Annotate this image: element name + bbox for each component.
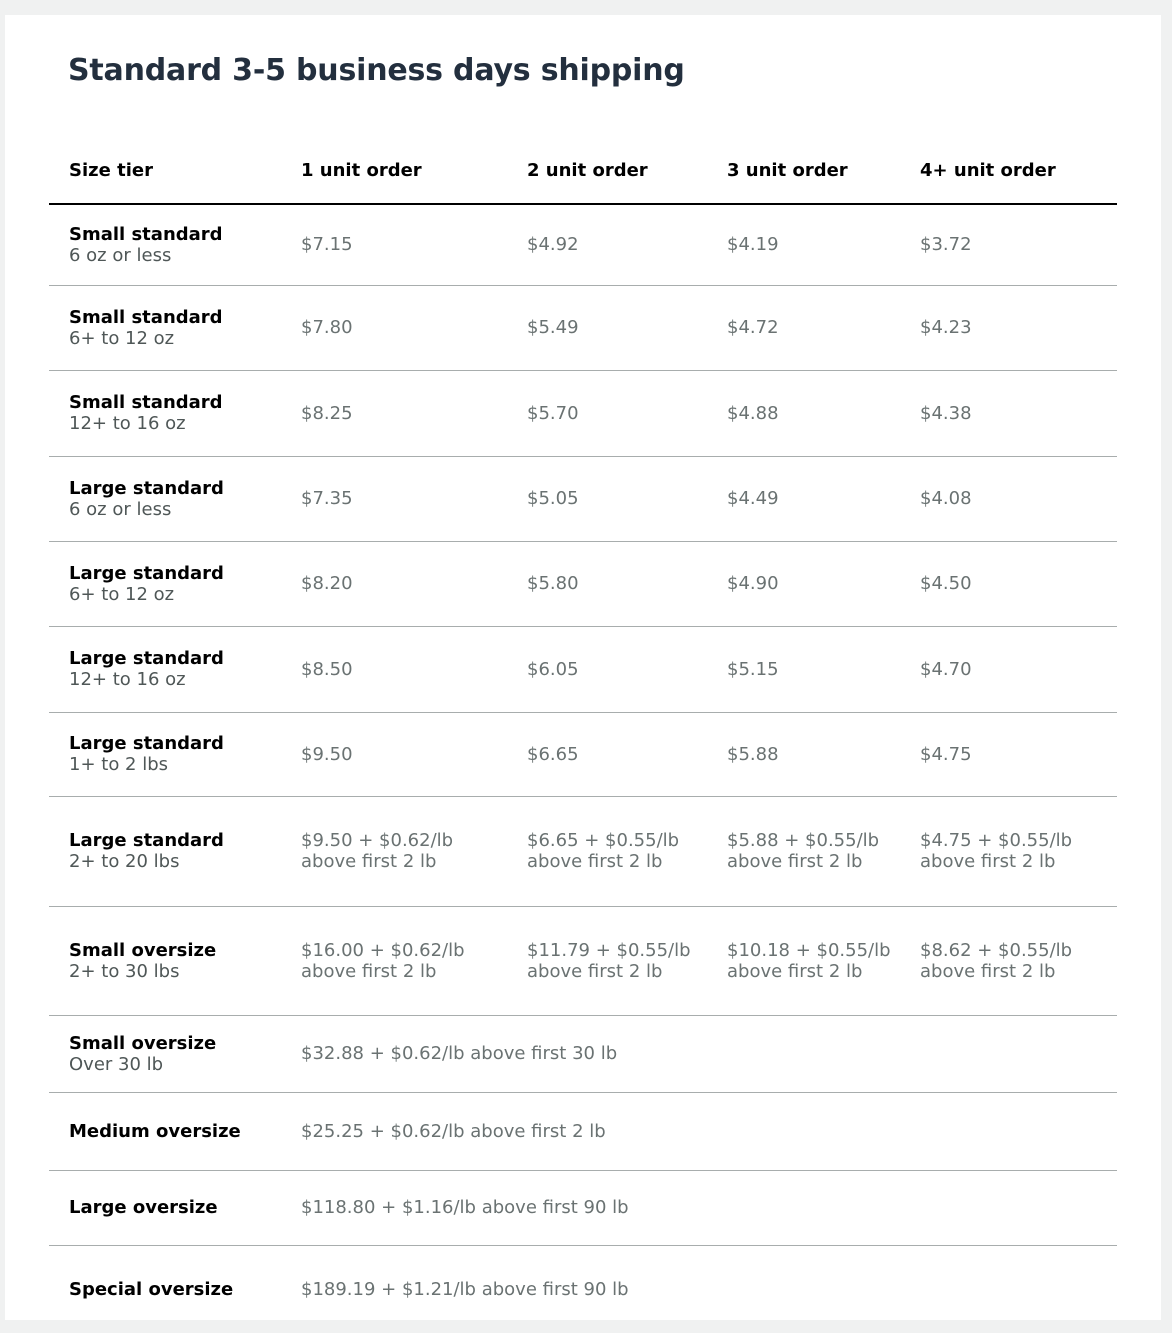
fee-cell <box>281 204 507 285</box>
fee-line: $4.75 <box>920 743 972 765</box>
size-tier-weight: 6 oz or less <box>69 244 172 266</box>
column-header-3-unit: 3 unit order <box>707 137 900 204</box>
fee-cell <box>900 456 1117 541</box>
fee-cell <box>707 626 900 712</box>
fee-line: $6.65 + $0.55/lb <box>527 830 680 851</box>
size-tier-cell <box>49 285 281 370</box>
size-tier-name: Large standard <box>69 733 224 754</box>
fee-line: above first 2 lb <box>727 851 863 872</box>
size-tier-name: Small oversize <box>69 1032 217 1054</box>
fee-cell <box>281 796 507 906</box>
size-tier-name: Small standard <box>69 306 223 328</box>
fee-cell <box>707 712 900 796</box>
fee-line: $7.15 <box>301 234 353 256</box>
table-row <box>49 541 1117 626</box>
fee-cell <box>707 456 900 541</box>
fee-cell <box>507 906 707 1015</box>
size-tier-cell <box>49 1092 281 1170</box>
size-tier-cell <box>49 1245 281 1333</box>
size-tier-cell <box>49 1015 281 1092</box>
size-tier-name: Small oversize <box>69 939 217 961</box>
flat-fee-cell: $25.25 + $0.62/lb above first 2 lb <box>281 1092 1117 1170</box>
fee-cell <box>507 796 707 906</box>
size-tier-cell <box>49 796 281 906</box>
fee-line: $5.80 <box>527 573 579 594</box>
fee-cell <box>507 285 707 370</box>
size-tier-name: Large standard <box>69 830 224 851</box>
fee-line: $4.90 <box>727 573 779 594</box>
fee-cell <box>900 285 1117 370</box>
fee-cell <box>281 370 507 456</box>
fee-cell <box>281 285 507 370</box>
fee-cell <box>900 626 1117 712</box>
table-row <box>49 626 1117 712</box>
fee-cell <box>507 370 707 456</box>
fee-cell <box>900 712 1117 796</box>
flat-fee-cell: $118.80 + $1.16/lb above first 90 lb <box>281 1170 1117 1245</box>
size-tier-weight: 6 oz or less <box>69 498 172 520</box>
table-row <box>49 285 1117 370</box>
size-tier-cell <box>49 906 281 1015</box>
size-tier-cell <box>49 456 281 541</box>
page-title: Standard 3-5 business days shipping <box>68 53 685 88</box>
fee-line: $7.80 <box>301 317 353 338</box>
size-tier-weight: 1+ to 2 lbs <box>69 754 169 775</box>
fee-line: $4.49 <box>727 488 779 509</box>
fee-line: $16.00 + $0.62/lb <box>301 939 465 961</box>
flat-fee-cell: $32.88 + $0.62/lb above first 30 lb <box>281 1015 1117 1092</box>
fee-cell <box>900 370 1117 456</box>
size-tier-name: Medium oversize <box>69 1120 241 1142</box>
fee-line: $5.70 <box>527 402 579 424</box>
table-header-row <box>49 137 1117 204</box>
fee-line: above first 2 lb <box>920 851 1056 872</box>
size-tier-weight: 6+ to 12 oz <box>69 327 175 349</box>
fee-line: $4.08 <box>920 488 972 509</box>
table-row <box>49 1170 1117 1245</box>
fee-line: above first 2 lb <box>727 960 863 982</box>
fee-cell <box>507 204 707 285</box>
table-row <box>49 1015 1117 1092</box>
fee-line: $4.75 + $0.55/lb <box>920 830 1073 851</box>
fee-cell <box>281 456 507 541</box>
table-row <box>49 1245 1117 1333</box>
fee-line: $8.20 <box>301 573 353 594</box>
size-tier-cell <box>49 541 281 626</box>
fee-line: above first 2 lb <box>301 960 437 982</box>
fee-line: $5.15 <box>727 658 779 680</box>
fee-line: $6.65 <box>527 743 579 765</box>
fee-cell <box>707 906 900 1015</box>
size-tier-name: Small standard <box>69 223 223 245</box>
fee-line: $8.25 <box>301 402 353 424</box>
fee-line: $9.50 <box>301 743 353 765</box>
fee-cell <box>900 796 1117 906</box>
size-tier-weight: 12+ to 16 oz <box>69 413 186 434</box>
fee-line: above first 2 lb <box>301 851 437 872</box>
fee-line: $5.05 <box>527 488 579 509</box>
size-tier-weight: 6+ to 12 oz <box>69 583 175 605</box>
fee-cell <box>507 541 707 626</box>
size-tier-name: Small standard <box>69 392 223 413</box>
size-tier-name: Large oversize <box>69 1197 218 1218</box>
fee-line: $9.50 + $0.62/lb <box>301 830 454 851</box>
fee-line: $4.88 <box>727 402 779 424</box>
fee-line: $7.35 <box>301 488 353 509</box>
fee-line: above first 2 lb <box>920 960 1056 982</box>
size-tier-weight: 2+ to 20 lbs <box>69 851 180 872</box>
fee-line: above first 2 lb <box>527 851 663 872</box>
size-tier-cell <box>49 1170 281 1245</box>
table-row <box>49 370 1117 456</box>
fee-cell <box>707 204 900 285</box>
flat-fee-cell: $189.19 + $1.21/lb above first 90 lb <box>301 1278 629 1300</box>
fee-cell <box>507 712 707 796</box>
fee-line: $4.92 <box>527 234 579 256</box>
fee-line: $5.88 <box>727 743 779 765</box>
fee-line: $3.72 <box>920 234 972 256</box>
table-row <box>49 204 1117 285</box>
table-row <box>49 906 1117 1015</box>
fee-line: $6.05 <box>527 658 579 680</box>
size-tier-weight: 12+ to 16 oz <box>69 669 186 690</box>
fee-cell <box>507 456 707 541</box>
table-row <box>49 456 1117 541</box>
fee-line: $10.18 + $0.55/lb <box>727 939 891 961</box>
column-header-2-unit: 2 unit order <box>507 137 707 204</box>
fee-line: $4.50 <box>920 573 972 594</box>
size-tier-name: Large standard <box>69 562 224 584</box>
fee-cell <box>707 370 900 456</box>
column-header-size-tier: Size tier <box>49 137 281 204</box>
fee-line: $5.88 + $0.55/lb <box>727 830 880 851</box>
fee-line: $4.38 <box>920 402 972 424</box>
fee-line: $11.79 + $0.55/lb <box>527 939 691 961</box>
size-tier-cell <box>49 626 281 712</box>
fee-cell <box>707 796 900 906</box>
fee-cell <box>707 541 900 626</box>
fee-line: $4.19 <box>727 234 779 256</box>
size-tier-cell <box>49 204 281 285</box>
column-header-1-unit: 1 unit order <box>281 137 507 204</box>
fee-line: $4.72 <box>727 317 779 338</box>
size-tier-cell <box>49 370 281 456</box>
table-row <box>49 796 1117 906</box>
fee-line: $4.23 <box>920 317 972 338</box>
fee-line: $8.62 + $0.55/lb <box>920 939 1073 961</box>
shipping-rates-card <box>5 15 1161 1320</box>
fee-line: $4.70 <box>920 658 972 680</box>
fee-line: $8.50 <box>301 658 353 680</box>
fee-line: above first 2 lb <box>527 960 663 982</box>
table-row <box>49 1092 1117 1170</box>
size-tier-name: Large standard <box>69 648 224 669</box>
fee-cell <box>707 285 900 370</box>
fee-cell <box>281 906 507 1015</box>
size-tier-weight: Over 30 lb <box>69 1053 164 1075</box>
column-header-4-plus-unit: 4+ unit order <box>900 137 1117 204</box>
fee-cell <box>507 626 707 712</box>
size-tier-cell <box>49 712 281 796</box>
shipping-rates-table <box>49 137 1117 1333</box>
size-tier-weight: 2+ to 30 lbs <box>69 960 180 982</box>
size-tier-name: Special oversize <box>69 1278 234 1300</box>
fee-cell <box>281 626 507 712</box>
fee-cell <box>900 541 1117 626</box>
fee-cell <box>281 541 507 626</box>
fee-cell <box>900 906 1117 1015</box>
fee-cell <box>900 204 1117 285</box>
table-row <box>49 712 1117 796</box>
fee-cell <box>281 712 507 796</box>
fee-line: $5.49 <box>527 317 579 338</box>
size-tier-name: Large standard <box>69 477 224 499</box>
